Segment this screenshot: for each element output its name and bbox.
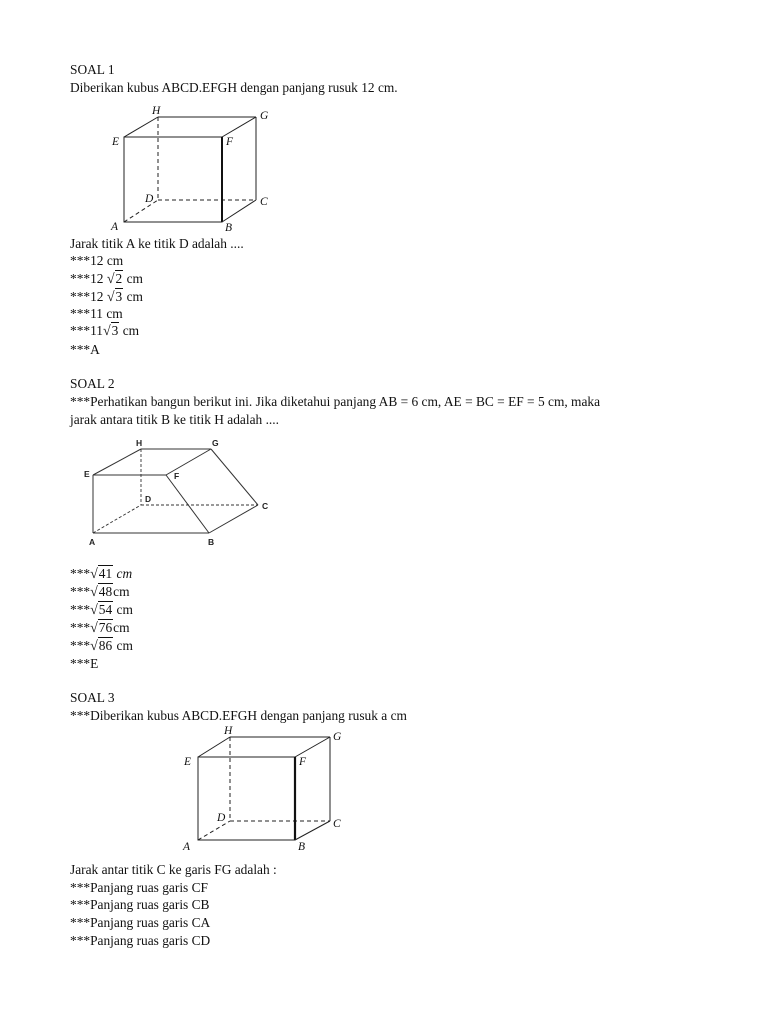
soal2-heading: SOAL 2 [70,376,115,391]
soal3-option: ***Panjang ruas garis CD [70,933,211,948]
radicand: 3 [115,289,123,304]
soal2-intro-line2: jarak antara titik B ke titik H adalah .... [70,412,279,427]
option-prefix: *** [70,306,91,321]
soal3-option: ***Panjang ruas garis CB [70,897,210,912]
sqrt-expression: √2 [106,271,123,287]
soal3-label-g: G [333,731,342,743]
option-unit: cm [123,289,143,304]
soal1-option [70,305,123,322]
soal2-option [70,601,133,618]
soal1-option [70,270,143,287]
soal1-answer: ***A [70,342,100,357]
soal3-label-c: C [333,818,341,830]
soal2-label-c: C [262,501,269,511]
option-prefix: *** [70,638,91,653]
soal3-option: ***Panjang ruas garis CA [70,915,211,930]
sqrt-expression: √41 [90,566,113,582]
option-text: 11 cm [90,306,123,321]
radicand: 41 [98,566,113,581]
soal2-label-h: H [136,438,143,448]
soal3-question: Jarak antar titik C ke garis FG adalah : [70,862,277,877]
radicand: 3 [111,323,119,338]
soal1-label-d: D [145,193,154,205]
soal3-label-d: D [217,812,226,824]
soal2-option [70,637,133,654]
option-prefix: ***12 [70,271,107,286]
sqrt-expression: √86 [90,638,113,654]
option-prefix: *** [70,253,91,268]
option-prefix: ***12 [70,289,107,304]
sqrt-expression: √54 [90,602,113,618]
option-unit: cm [113,566,133,581]
soal1-question: Jarak titik A ke titik D adalah .... [70,236,244,251]
radicand: 76 [98,620,113,635]
option-unit: cm [113,638,133,653]
soal3-option: ***Panjang ruas garis CF [70,880,208,895]
sqrt-expression: √48 [90,584,113,600]
soal2-label-b: B [208,537,215,547]
soal2-label-g: G [212,438,219,448]
soal1-label-e: E [112,136,120,148]
soal2-answer: ***E [70,656,99,671]
radicand: 2 [115,271,123,286]
option-unit: cm [123,271,143,286]
soal1-cube-figure [108,104,278,234]
option-unit: cm [113,584,130,599]
soal1-heading: SOAL 1 [70,62,115,77]
sqrt-expression: √3 [106,289,123,305]
soal1-label-c: C [260,196,268,208]
soal3-label-f: F [299,756,307,768]
soal1-label-f: F [226,136,234,148]
soal3-heading: SOAL 3 [70,690,115,705]
soal1-option [70,322,139,339]
soal3-label-e: E [184,756,192,768]
sqrt-expression: √76 [90,620,113,636]
option-unit: cm [113,620,130,635]
soal3-label-b: B [298,841,306,853]
option-prefix: *** [70,602,91,617]
option-prefix: *** [70,566,91,581]
option-prefix: *** [70,620,91,635]
soal1-option [70,252,123,269]
soal3-cube-figure [180,724,350,854]
soal1-intro: Diberikan kubus ABCD.EFGH dengan panjang rusuk 12 cm. [70,80,398,95]
soal2-prism-figure [84,436,284,548]
soal1-label-g: G [260,110,269,122]
radicand: 54 [98,602,113,617]
soal1-label-a: A [111,221,119,233]
soal2-label-a: A [89,537,96,547]
soal2-label-d: D [145,494,152,504]
soal2-option [70,583,130,600]
soal2-label-f: F [174,471,180,481]
option-prefix: *** [70,584,91,599]
option-unit: cm [119,323,140,338]
soal3-label-a: A [183,841,191,853]
radicand: 86 [98,638,113,653]
option-prefix: ***11 [70,323,103,338]
soal3-label-h: H [224,725,233,737]
soal3-intro: ***Diberikan kubus ABCD.EFGH dengan panjang rusuk a cm [70,708,407,723]
option-unit: cm [113,602,133,617]
radicand: 48 [98,584,113,599]
soal1-label-b: B [225,222,233,234]
sqrt-expression: √3 [102,323,119,339]
soal1-option [70,288,143,305]
soal1-label-h: H [152,105,161,117]
soal2-label-e: E [84,469,90,479]
soal2-option [70,565,132,582]
option-text: 12 cm [90,253,124,268]
soal2-intro-line1: ***Perhatikan bangun berikut ini. Jika diketahui panjang AB = 6 cm, AE = BC = EF = 5 cm, maka [70,394,601,409]
soal2-option [70,619,130,636]
